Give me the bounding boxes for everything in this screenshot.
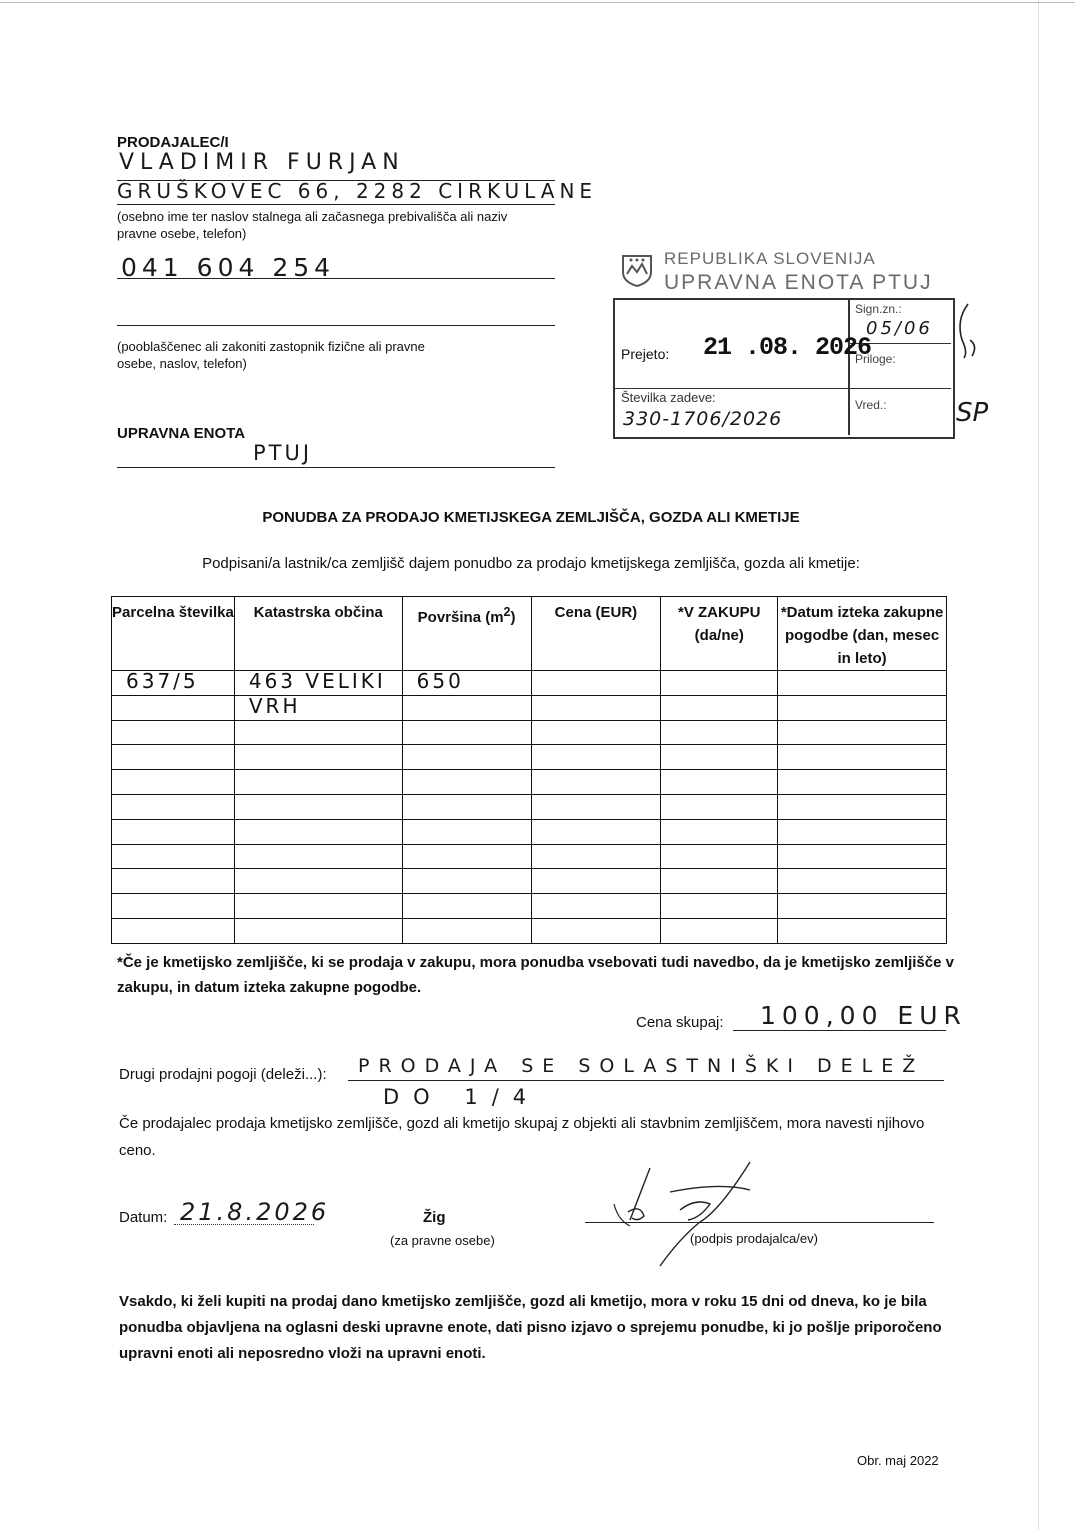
seal-caption: (za pravne osebe) [390, 1233, 495, 1248]
table-cell [661, 745, 778, 770]
seller-caption: (osebno ime ter naslov stalnega ali začasnega prebivališča ali naziv pravne osebe, telefon) [117, 209, 508, 241]
other-conditions-label: Drugi prodajni pogoji (deleži...): [119, 1066, 327, 1083]
objects-note: Če prodajalec prodaja kmetijsko zemljišče, gozd ali kmetijo skupaj z objekti ali stavbnim zemljiščem, mora navesti njihovo ceno. [119, 1115, 925, 1159]
table-cell [402, 720, 531, 745]
table-row [112, 695, 947, 720]
table-cell [778, 869, 947, 894]
table-cell [531, 695, 661, 720]
seller-phone-handwritten: 041 604 254 [121, 253, 336, 282]
table-cell [234, 794, 402, 819]
table-row [112, 869, 947, 894]
date-handwritten: 21.8.2026 [180, 1198, 330, 1226]
table-cell [234, 770, 402, 795]
header-parcel: Parcelna številka [112, 597, 235, 671]
table-row [112, 918, 947, 943]
date-label: Datum: [119, 1209, 168, 1226]
scan-top-edge [0, 2, 1075, 3]
table-cell [402, 671, 531, 696]
admin-unit-line [117, 467, 555, 468]
stamp-sign-handwritten: 05/06 [866, 318, 933, 339]
stamp-received-label: Prejeto: [621, 346, 670, 362]
table-cell [234, 745, 402, 770]
header-area-end: ) [510, 609, 516, 626]
table-row [112, 844, 947, 869]
table-cell [778, 819, 947, 844]
table-row [112, 894, 947, 919]
stamp-value-label: Vred.: [855, 398, 887, 412]
table-cell [661, 894, 778, 919]
table-cell [778, 695, 947, 720]
admin-unit-heading: UPRAVNA ENOTA [117, 425, 246, 442]
table-row [112, 819, 947, 844]
table-row [112, 671, 947, 696]
table-cell [112, 720, 235, 745]
table-cell [778, 720, 947, 745]
table-row [112, 770, 947, 795]
table-cell [531, 671, 661, 696]
table-cell [531, 869, 661, 894]
table-cell [234, 695, 402, 720]
stamp-divider-2 [613, 388, 951, 389]
seal-label: Žig [423, 1209, 446, 1226]
signature-caption: (podpis prodajalca/ev) [690, 1231, 818, 1246]
table-cell [112, 918, 235, 943]
header-lease: *V ZAKUPU (da/ne) [661, 597, 778, 671]
table-cell [112, 844, 235, 869]
table-cell [661, 918, 778, 943]
table-cell [402, 745, 531, 770]
header-area-label: Površina (m [417, 609, 504, 626]
intro-text: Podpisani/a lastnik/ca zemljišč dajem ponudbo za prodajo kmetijskega zemljišča, gozda ali kmetije: [202, 555, 860, 572]
table-cell [112, 671, 235, 696]
other-conditions-handwritten: PRODAJA SE SOLASTNIŠKI DELEŽ [358, 1055, 925, 1077]
table-cell [778, 671, 947, 696]
margin-tick-mark [950, 300, 985, 360]
table-cell [112, 695, 235, 720]
coat-of-arms-icon [620, 252, 654, 288]
table-cell-value: 650 [416, 669, 464, 693]
table-cell [531, 745, 661, 770]
table-cell [112, 794, 235, 819]
table-cell [661, 844, 778, 869]
form-version: Obr. maj 2022 [857, 1453, 939, 1468]
table-cell [531, 794, 661, 819]
seller-heading: PRODAJALEC/I [117, 134, 229, 151]
seller-name-handwritten: VLADIMIR FURJAN [119, 150, 405, 175]
table-cell-value: VRH [248, 693, 301, 718]
seller-address-line [117, 204, 555, 205]
date-line [174, 1224, 314, 1225]
table-cell [531, 720, 661, 745]
table-row [112, 745, 947, 770]
table-cell [778, 794, 947, 819]
purchase-notice: Vsakdo, ki želi kupiti na prodaj dano kmetijsko zemljišče, gozd ali kmetijo, mora v roku 15 dni od dneva, ko je bila ponudba objavljena na oglasni deski upravne enote, dati pisno izjavo o sprejemu ponudbe, ki jo pošlje priporočeno upravni enoti ali neposredno vloži na upravni enoti. [119, 1293, 942, 1362]
page-title: PONUDBA ZA PRODAJO KMETIJSKEGA ZEMLJIŠČA, GOZDA ALI KMETIJE [262, 509, 800, 526]
table-cell [112, 745, 235, 770]
total-price-line [733, 1030, 946, 1031]
table-cell [531, 844, 661, 869]
table-cell [661, 869, 778, 894]
table-cell [778, 844, 947, 869]
table-cell [402, 894, 531, 919]
table-cell [402, 695, 531, 720]
table-cell [234, 894, 402, 919]
other-conditions-line [348, 1080, 944, 1081]
table-cell [402, 794, 531, 819]
header-price: Cena (EUR) [531, 597, 661, 671]
table-cell [234, 844, 402, 869]
table-cell [778, 770, 947, 795]
parcels-table [111, 596, 947, 944]
stamp-box-divider [848, 298, 850, 435]
margin-mark-handwritten: SP [956, 398, 989, 428]
stamp-attachments-label: Priloge: [855, 352, 896, 366]
table-cell [402, 819, 531, 844]
representative-caption: (pooblaščenec ali zakoniti zastopnik fizične ali pravne osebe, naslov, telefon) [117, 339, 425, 371]
table-cell [778, 894, 947, 919]
header-area-sup: 2 [503, 605, 511, 619]
stamp-case-label: Številka zadeve: [621, 390, 716, 405]
table-header-row [112, 597, 947, 671]
stamp-case-handwritten: 330-1706/2026 [623, 408, 783, 430]
table-cell [402, 869, 531, 894]
table-cell-value: 637/5 [126, 669, 199, 693]
stamp-sign-label: Sign.zn.: [855, 302, 902, 316]
signature-image [600, 1160, 780, 1270]
table-cell [402, 918, 531, 943]
table-cell [234, 869, 402, 894]
total-price-label: Cena skupaj: [636, 1014, 724, 1031]
table-cell [112, 869, 235, 894]
header-area [402, 597, 531, 671]
table-cell [234, 918, 402, 943]
table-cell [531, 894, 661, 919]
scan-edge-line [1038, 0, 1039, 1530]
table-cell [661, 695, 778, 720]
table-cell [661, 770, 778, 795]
table-cell [531, 819, 661, 844]
stamp-received-date: 21 .08. 2026 [703, 333, 872, 362]
lease-footnote: *Če je kmetijsko zemljišče, ki se prodaja v zakupu, mora ponudba vsebovati tudi navedbo, da je kmetijsko zemljišče v zakupu, in datum izteka zakupne pogodbe. [117, 954, 954, 996]
table-cell [778, 745, 947, 770]
table-cell [661, 819, 778, 844]
table-cell [112, 819, 235, 844]
table-cell [661, 794, 778, 819]
table-cell [234, 720, 402, 745]
table-cell [112, 770, 235, 795]
header-lease-end: *Datum izteka zakupne pogodbe (dan, mesec in leto) [778, 597, 947, 671]
stamp-line-1: REPUBLIKA SLOVENIJA [664, 249, 876, 268]
table-cell [661, 671, 778, 696]
representative-line [117, 325, 555, 326]
table-cell [778, 918, 947, 943]
table-cell [112, 894, 235, 919]
seller-address-handwritten: GRUŠKOVEC 66, 2282 CIRKULANE [117, 179, 598, 203]
table-cell [661, 720, 778, 745]
admin-unit-handwritten: PTUJ [253, 441, 313, 465]
table-row [112, 794, 947, 819]
table-cell [402, 844, 531, 869]
table-cell [531, 770, 661, 795]
table-cell [531, 918, 661, 943]
table-cell [402, 770, 531, 795]
table-row [112, 720, 947, 745]
total-price-handwritten: 100,00 EUR [760, 1001, 967, 1030]
table-cell [234, 819, 402, 844]
other-conditions-handwritten-2: DO 1/4 [383, 1085, 541, 1109]
table-cell [234, 671, 402, 696]
header-cadastral: Katastrska občina [234, 597, 402, 671]
seller-phone-line [117, 278, 555, 279]
table-cell-value: 463 VELIKI [248, 669, 386, 693]
stamp-line-2: UPRAVNA ENOTA PTUJ [664, 271, 933, 294]
